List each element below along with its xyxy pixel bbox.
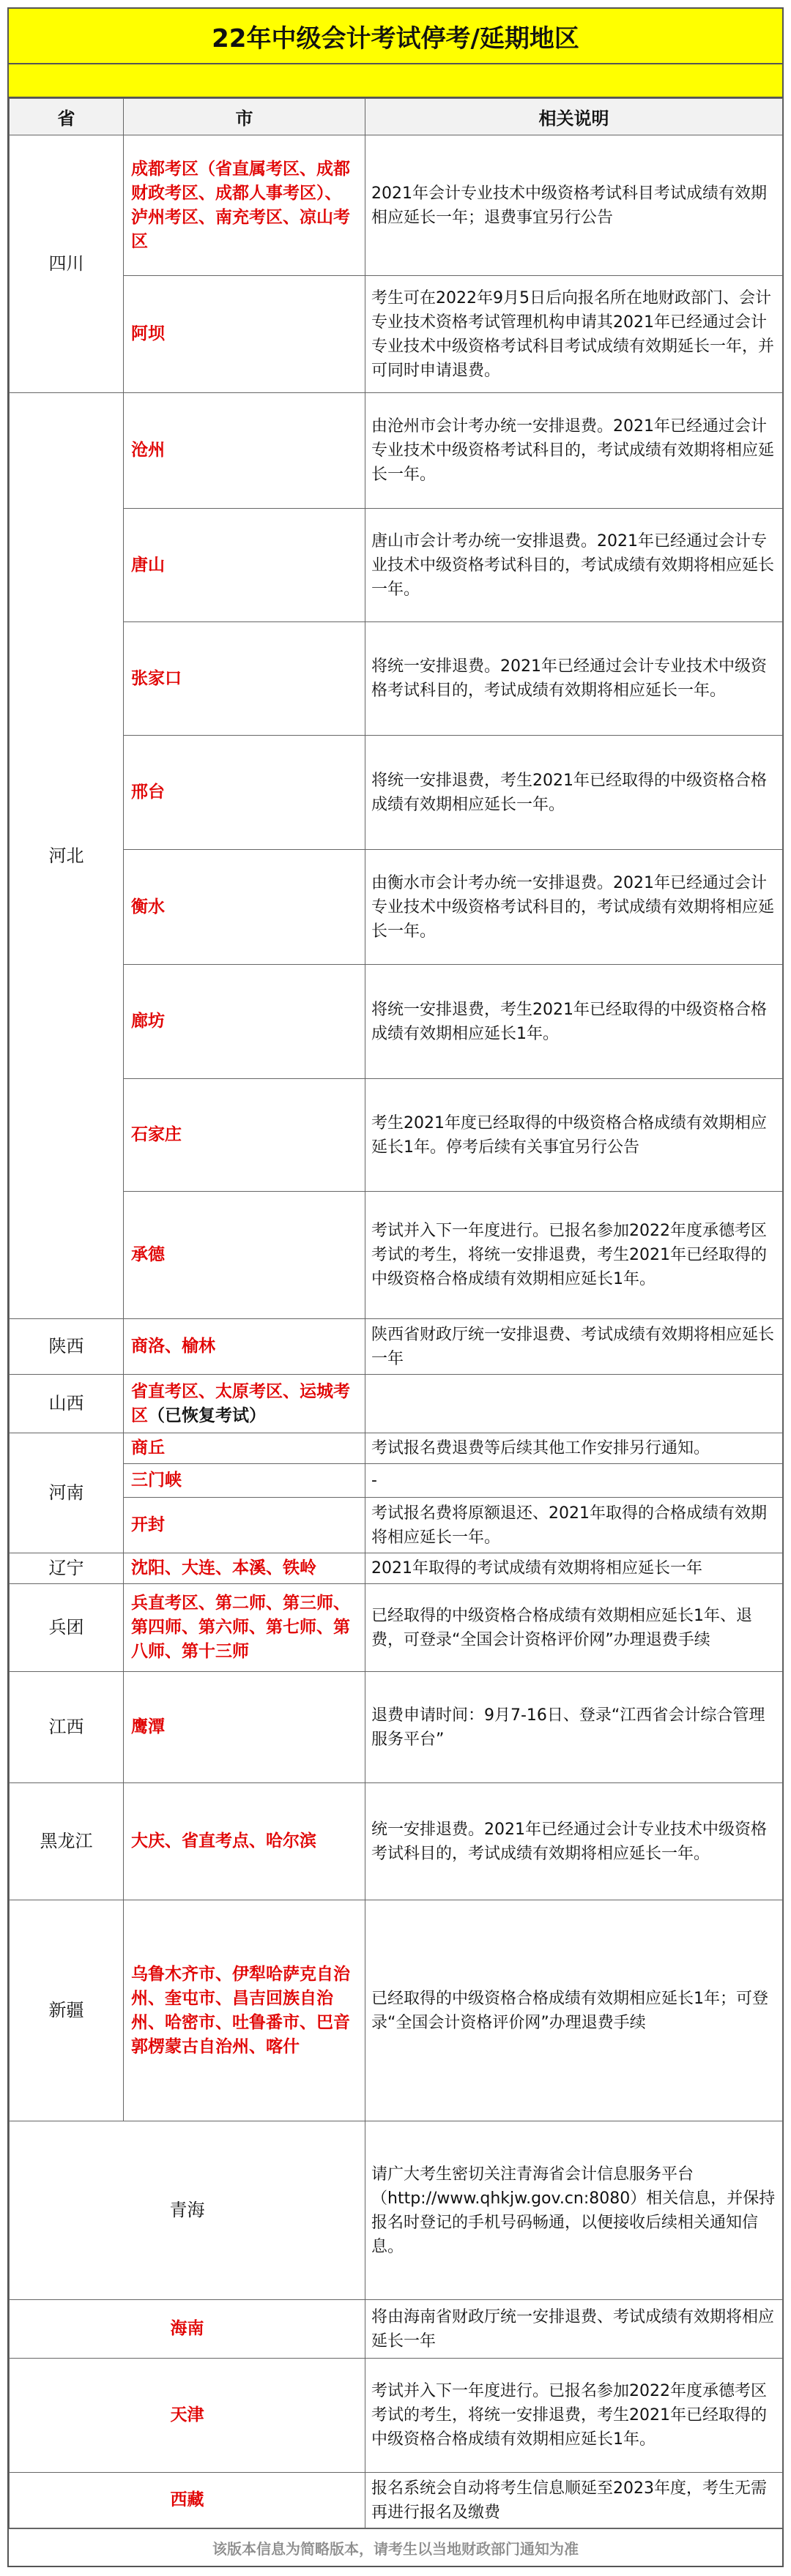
city-cell: 石家庄 [124, 1079, 365, 1192]
city-cell: 兵直考区、第二师、第三师、第四师、第六师、第七师、第八师、第十三师 [124, 1584, 365, 1672]
notes-cell: 考试报名费退费等后续其他工作安排另行通知。 [365, 1433, 783, 1464]
province-qinghai: 青海 [10, 2121, 365, 2300]
header-province: 省 [10, 99, 124, 135]
province-shaanxi: 陕西 [10, 1319, 124, 1375]
province-shanxi: 山西 [10, 1375, 124, 1433]
province-xinjiang: 新疆 [10, 1900, 124, 2121]
province-liaoning: 辽宁 [10, 1553, 124, 1584]
page-title: 22年中级会计考试停考/延期地区 [9, 9, 782, 64]
region-hainan: 海南 [10, 2300, 365, 2359]
table-row [10, 1464, 783, 1498]
province-henan: 河南 [10, 1433, 124, 1553]
table-row [10, 1584, 783, 1672]
notes-cell: 报名系统会自动将考生信息顺延至2023年度，考生无需再进行报名及缴费 [365, 2473, 783, 2528]
region-table [9, 98, 783, 2528]
region-xizang: 西藏 [10, 2473, 365, 2528]
table-row [10, 1319, 783, 1375]
province-heilongjiang: 黑龙江 [10, 1783, 124, 1900]
table-row [10, 135, 783, 276]
table-row [10, 1192, 783, 1319]
city-cell: 张家口 [124, 622, 365, 736]
notes-cell: 考生2021年度已经取得的中级资格合格成绩有效期相应延长1年。停考后续有关事宜另行公告 [365, 1079, 783, 1192]
city-cell: 商洛、榆林 [124, 1319, 365, 1375]
province-sichuan: 四川 [10, 135, 124, 393]
table-row [10, 1553, 783, 1584]
city-cell: 鹰潭 [124, 1672, 365, 1783]
table-row [10, 736, 783, 850]
city-cell [124, 1375, 365, 1433]
city-cell: 成都考区（省直属考区、成都财政考区、成都人事考区）、泸州考区、南充考区、凉山考区 [124, 135, 365, 276]
table-row [10, 1498, 783, 1553]
notes-cell: 退费申请时间：9月7-16日、登录“江西省会计综合管理服务平台” [365, 1672, 783, 1783]
notes-cell: 陕西省财政厅统一安排退费、考试成绩有效期将相应延长一年 [365, 1319, 783, 1375]
notes-cell: 2021年取得的考试成绩有效期将相应延长一年 [365, 1553, 783, 1584]
table-row [10, 1433, 783, 1464]
city-cell: 阿坝 [124, 276, 365, 393]
table-row [10, 850, 783, 965]
notes-cell: 将由海南省财政厅统一安排退费、考试成绩有效期将相应延长一年 [365, 2300, 783, 2359]
table-row [10, 2300, 783, 2359]
city-cell: 乌鲁木齐市、伊犁哈萨克自治州、奎屯市、昌吉回族自治州、哈密市、吐鲁番市、巴音郭楞蒙古自治州、喀什 [124, 1900, 365, 2121]
table-row [10, 1672, 783, 1783]
notes-cell: 由衡水市会计考办统一安排退费。2021年已经通过会计专业技术中级资格考试科目的，考试成绩有效期将相应延长一年。 [365, 850, 783, 965]
city-cell: 三门峡 [124, 1464, 365, 1498]
city-cell: 商丘 [124, 1433, 365, 1464]
city-cell: 大庆、省直考点、哈尔滨 [124, 1783, 365, 1900]
notes-cell: 将统一安排退费，考生2021年已经取得的中级资格合格成绩有效期相应延长一年。 [365, 736, 783, 850]
title-band [9, 64, 782, 98]
notes-cell: 将统一安排退费，考生2021年已经取得的中级资格合格成绩有效期相应延长1年。 [365, 965, 783, 1079]
city-cell: 开封 [124, 1498, 365, 1553]
notes-cell: 考试并入下一年度进行。已报名参加2022年度承德考区考试的考生，将统一安排退费，考生2021年已经取得的中级资格合格成绩有效期相应延长1年。 [365, 1192, 783, 1319]
notes-cell: 考生可在2022年9月5日后向报名所在地财政部门、会计专业技术资格考试管理机构申请其2021年已经通过会计专业技术中级资格考试科目考试成绩有效期延长一年，并可同时申请退费。 [365, 276, 783, 393]
city-cell: 邢台 [124, 736, 365, 850]
city-cell: 廊坊 [124, 965, 365, 1079]
header-notes: 相关说明 [365, 99, 783, 135]
city-cell: 沈阳、大连、本溪、铁岭 [124, 1553, 365, 1584]
notes-cell: 请广大考生密切关注青海省会计信息服务平台（http://www.qhkjw.gov.cn:8080）相关信息，并保持报名时登记的手机号码畅通，以便接收后续相关通知信息。 [365, 2121, 783, 2300]
province-hebei: 河北 [10, 393, 124, 1319]
city-list: 省直考区、太原考区、运城考区 [131, 1381, 350, 1425]
notes-cell: 2021年会计专业技术中级资格考试科目考试成绩有效期相应延长一年；退费事宜另行公告 [365, 135, 783, 276]
footer-note: 该版本信息为简略版本，请考生以当地财政部门通知为准 [9, 2528, 782, 2566]
province-bingtuan: 兵团 [10, 1584, 124, 1672]
notice-sheet [7, 7, 784, 2567]
table-row [10, 2473, 783, 2528]
notes-cell: 已经取得的中级资格合格成绩有效期相应延长1年、退费，可登录“全国会计资格评价网”办理退费手续 [365, 1584, 783, 1672]
table-row [10, 2121, 783, 2300]
table-row [10, 2359, 783, 2473]
resumed-note: （已恢复考试） [148, 1405, 266, 1425]
table-row [10, 965, 783, 1079]
table-row [10, 622, 783, 736]
table-row [10, 393, 783, 509]
notes-cell: 统一安排退费。2021年已经通过会计专业技术中级资格考试科目的，考试成绩有效期将相应延长一年。 [365, 1783, 783, 1900]
table-row [10, 1079, 783, 1192]
city-cell: 唐山 [124, 509, 365, 622]
table-row [10, 1375, 783, 1433]
notes-cell: - [365, 1464, 783, 1498]
notes-cell: 考试并入下一年度进行。已报名参加2022年度承德考区考试的考生，将统一安排退费，考生2021年已经取得的中级资格合格成绩有效期相应延长1年。 [365, 2359, 783, 2473]
table-row [10, 1783, 783, 1900]
notes-cell [365, 1375, 783, 1433]
table-row [10, 276, 783, 393]
notes-cell: 考试报名费将原额退还、2021年取得的合格成绩有效期将相应延长一年。 [365, 1498, 783, 1553]
notes-cell: 由沧州市会计考办统一安排退费。2021年已经通过会计专业技术中级资格考试科目的，考试成绩有效期将相应延长一年。 [365, 393, 783, 509]
region-tianjin: 天津 [10, 2359, 365, 2473]
notes-cell: 将统一安排退费。2021年已经通过会计专业技术中级资格考试科目的，考试成绩有效期将相应延长一年。 [365, 622, 783, 736]
table-header-row [10, 99, 783, 135]
table-row [10, 509, 783, 622]
notes-cell: 唐山市会计考办统一安排退费。2021年已经通过会计专业技术中级资格考试科目的，考试成绩有效期将相应延长一年。 [365, 509, 783, 622]
city-cell: 衡水 [124, 850, 365, 965]
table-row [10, 1900, 783, 2121]
city-cell: 沧州 [124, 393, 365, 509]
province-jiangxi: 江西 [10, 1672, 124, 1783]
city-cell: 承德 [124, 1192, 365, 1319]
header-city: 市 [124, 99, 365, 135]
notes-cell: 已经取得的中级资格合格成绩有效期相应延长1年；可登录“全国会计资格评价网”办理退费手续 [365, 1900, 783, 2121]
